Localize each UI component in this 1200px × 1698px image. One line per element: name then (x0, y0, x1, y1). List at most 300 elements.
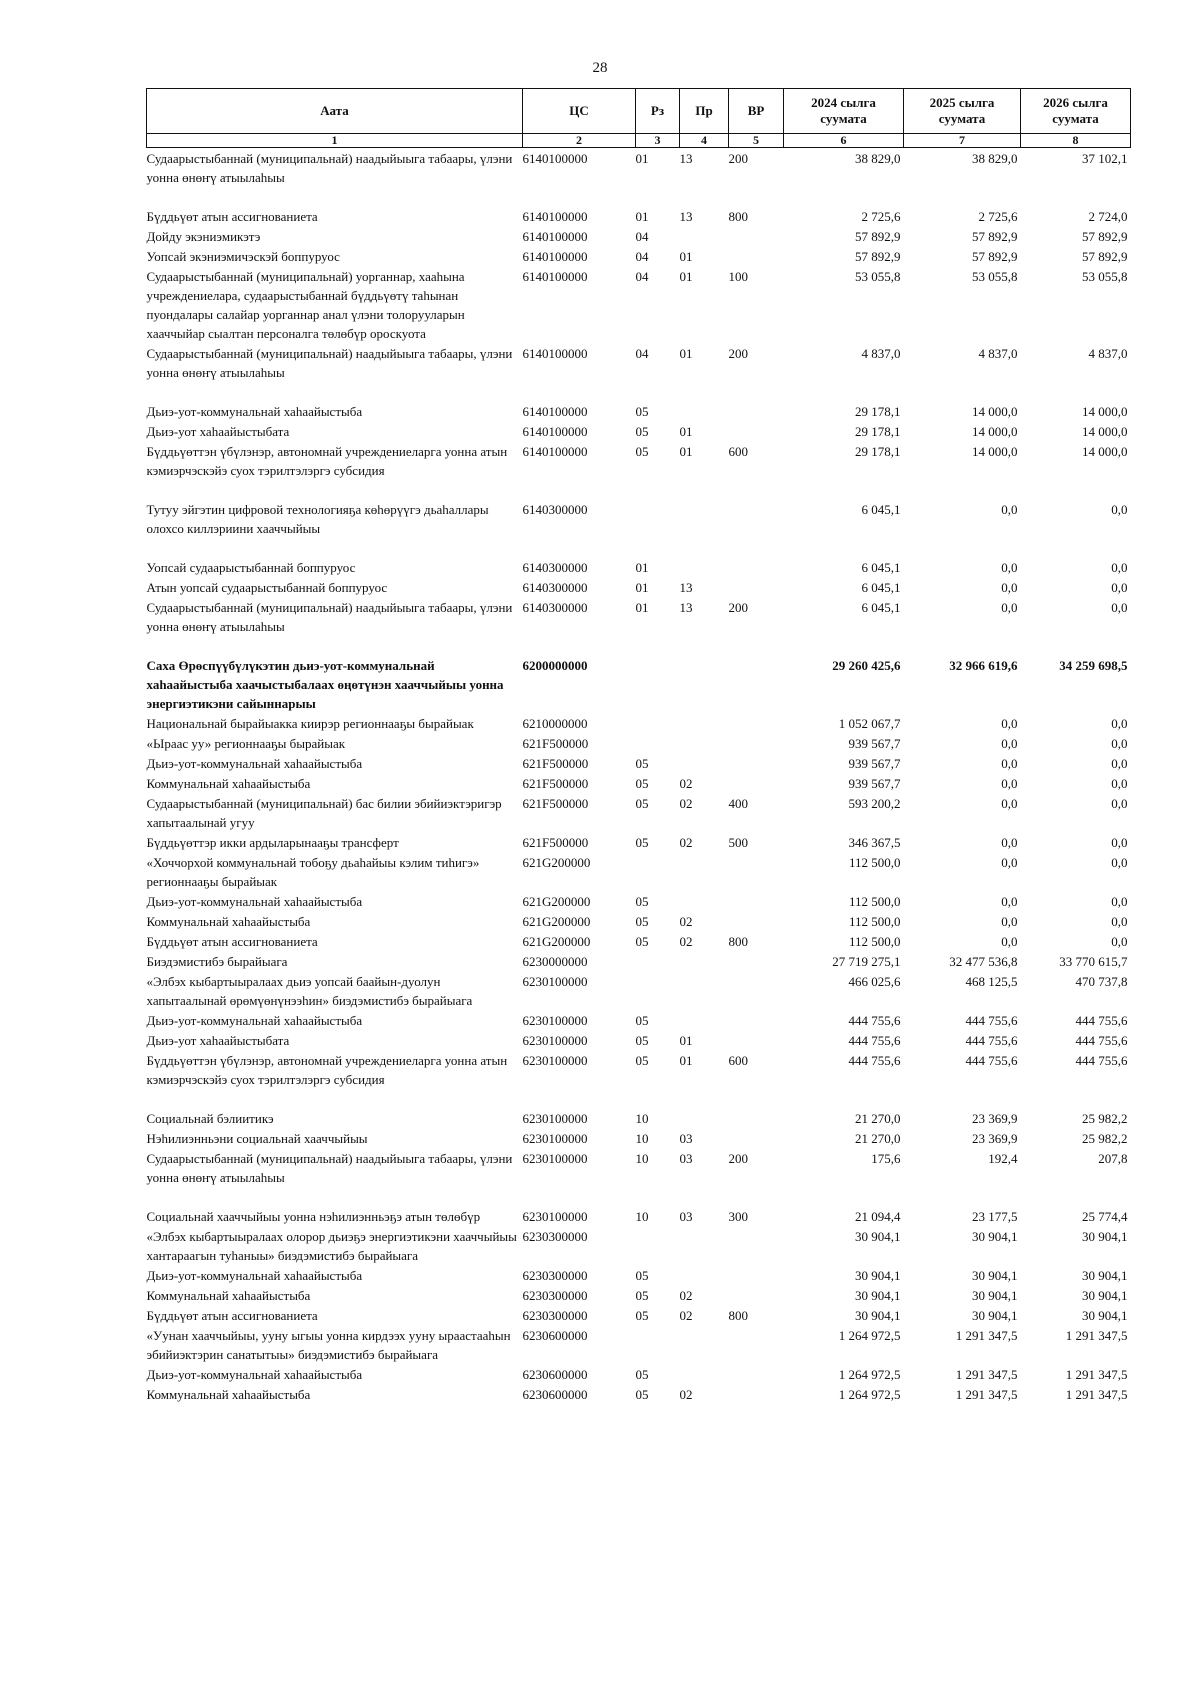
row-amount-2026: 30 904,1 (1082, 1268, 1128, 1283)
table-row (147, 832, 1131, 852)
row-amount-2026: 30 904,1 (1082, 1308, 1128, 1323)
row-amount-2026: 0,0 (1111, 716, 1128, 731)
row-amount-2026: 207,8 (1098, 1151, 1128, 1166)
row-pr (680, 226, 729, 246)
row-pr: 01 (679, 444, 693, 459)
row-amount-2024: 112 500,0 (848, 914, 901, 929)
row-name: Коммунальнай хаһаайыстыба (146, 1288, 311, 1303)
row-rz: 05 (635, 424, 649, 439)
row-vr (729, 1010, 784, 1030)
row-vr (729, 1128, 784, 1148)
row-rz: 01 (635, 151, 649, 166)
row-pr (680, 891, 729, 911)
row-rz: 04 (635, 229, 649, 244)
row-name: Коммунальнай хаһаайыстыба (146, 914, 311, 929)
row-amount-2026: 0,0 (1111, 560, 1128, 575)
row-amount-2026: 25 774,4 (1082, 1209, 1128, 1224)
row-rz (636, 852, 680, 891)
row-rz: 05 (635, 1013, 649, 1028)
row-vr: 500 (728, 835, 748, 850)
row-pr (680, 655, 729, 713)
row-rz: 10 (635, 1131, 649, 1146)
table-row (147, 713, 1131, 733)
row-name: Уопсай экэниэмичэскэй боппуруос (146, 249, 340, 264)
row-name: Дьиэ-уот-коммунальнай хаһаайыстыба (146, 404, 363, 419)
row-amount-2024: 21 270,0 (855, 1111, 901, 1126)
row-cs-code: 621F500000 (522, 756, 589, 771)
row-pr (680, 1325, 729, 1364)
row-cs-code: 6230100000 (522, 1151, 588, 1166)
row-amount-2024: 1 264 972,5 (838, 1367, 901, 1382)
row-amount-2026: 0,0 (1111, 756, 1128, 771)
table-row (147, 597, 1131, 655)
row-pr: 13 (679, 151, 693, 166)
column-number: 7 (904, 134, 1021, 148)
table-row (147, 793, 1131, 832)
row-amount-2025: 1 291 347,5 (955, 1387, 1018, 1402)
page-number: 28 (592, 60, 608, 76)
row-name: Атын уопсай судаарыстыбаннай боппуруос (146, 580, 388, 595)
row-vr: 800 (728, 1308, 748, 1323)
row-name: Бүддьүөттэн үбүлэнэр, автономнай учреждениеларга уонна атын кэмиэрчэскэйэ суох тэрилтэлэргэ субсидия (146, 444, 508, 478)
row-vr (729, 655, 784, 713)
table-row (147, 852, 1131, 891)
row-amount-2024: 6 045,1 (861, 502, 901, 517)
table-row (147, 911, 1131, 931)
row-vr (729, 733, 784, 753)
header-name: Аата (147, 89, 523, 134)
row-vr (729, 971, 784, 1010)
row-name: Судаарыстыбаннай (муниципальнай) наадыйыыга табаары, үлэни уонна өнөҥү атыылаһыы (146, 600, 513, 634)
row-vr (729, 577, 784, 597)
table-row (147, 401, 1131, 421)
column-number: 5 (729, 134, 784, 148)
row-cs-code: 6200000000 (522, 658, 588, 673)
row-cs-code: 6210000000 (522, 716, 588, 731)
row-pr (680, 1265, 729, 1285)
row-name: Биэдэмистибэ бырайыага (146, 954, 288, 969)
row-amount-2026: 444 755,6 (1075, 1013, 1128, 1028)
row-amount-2026: 0,0 (1111, 894, 1128, 909)
row-amount-2026: 30 904,1 (1082, 1288, 1128, 1303)
row-amount-2025: 23 177,5 (972, 1209, 1018, 1224)
row-amount-2025: 30 904,1 (972, 1288, 1018, 1303)
row-vr (729, 951, 784, 971)
row-vr (729, 1108, 784, 1128)
row-amount-2024: 30 904,1 (855, 1229, 901, 1244)
row-name: Социальнай хааччыйыы уонна нэһилиэнньэҕэ атын төлөбүр (146, 1209, 481, 1224)
row-amount-2025: 0,0 (1001, 600, 1018, 615)
row-amount-2024: 29 178,1 (855, 444, 901, 459)
table-row (147, 753, 1131, 773)
row-amount-2025: 14 000,0 (972, 404, 1018, 419)
row-cs-code: 6140100000 (522, 404, 588, 419)
row-amount-2025: 0,0 (1001, 756, 1018, 771)
row-vr (729, 891, 784, 911)
row-amount-2026: 0,0 (1111, 934, 1128, 949)
row-amount-2024: 6 045,1 (861, 580, 901, 595)
row-amount-2024: 1 264 972,5 (838, 1328, 901, 1343)
row-pr: 01 (679, 1053, 693, 1068)
row-pr (680, 401, 729, 421)
row-amount-2025: 0,0 (1001, 796, 1018, 811)
row-rz: 10 (635, 1209, 649, 1224)
table-row (147, 1206, 1131, 1226)
row-vr (729, 401, 784, 421)
row-vr (729, 1226, 784, 1265)
row-amount-2025: 0,0 (1001, 776, 1018, 791)
row-rz: 01 (635, 600, 649, 615)
header-pr: Пр (680, 89, 729, 134)
column-number: 6 (784, 134, 904, 148)
row-cs-code: 6140300000 (522, 580, 588, 595)
row-cs-code: 6230100000 (522, 1013, 588, 1028)
row-amount-2024: 29 260 425,6 (832, 658, 901, 673)
row-rz: 05 (635, 776, 649, 791)
row-pr: 02 (679, 934, 693, 949)
row-amount-2026: 444 755,6 (1075, 1033, 1128, 1048)
row-pr: 02 (679, 796, 693, 811)
row-amount-2025: 0,0 (1001, 502, 1018, 517)
row-name: Бүддьүөт атын ассигнованиета (146, 934, 318, 949)
row-amount-2024: 4 837,0 (861, 346, 901, 361)
row-amount-2026: 0,0 (1111, 796, 1128, 811)
row-amount-2025: 57 892,9 (972, 229, 1018, 244)
table-row (147, 246, 1131, 266)
row-name: Судаарыстыбаннай (муниципальнай) бас билии эбийиэктэригэр хапытаалынай угуу (146, 796, 502, 830)
row-vr: 300 (728, 1209, 748, 1224)
row-amount-2025: 4 837,0 (978, 346, 1018, 361)
row-amount-2025: 444 755,6 (965, 1033, 1018, 1048)
row-amount-2026: 1 291 347,5 (1065, 1328, 1128, 1343)
row-amount-2025: 53 055,8 (972, 269, 1018, 284)
row-amount-2024: 57 892,9 (855, 229, 901, 244)
row-amount-2025: 0,0 (1001, 894, 1018, 909)
row-amount-2026: 14 000,0 (1082, 444, 1128, 459)
row-cs-code: 621F500000 (522, 835, 589, 850)
header-row (147, 89, 1131, 134)
row-name: Дьиэ-уот-коммунальнай хаһаайыстыба (146, 1367, 363, 1382)
row-amount-2025: 0,0 (1001, 835, 1018, 850)
row-amount-2026: 444 755,6 (1075, 1053, 1128, 1068)
row-vr (729, 1325, 784, 1364)
row-pr: 13 (679, 580, 693, 595)
row-name: Коммунальнай хаһаайыстыба (146, 776, 311, 791)
row-amount-2025: 14 000,0 (972, 444, 1018, 459)
row-vr: 600 (728, 444, 748, 459)
row-amount-2025: 192,4 (988, 1151, 1018, 1166)
table-row (147, 577, 1131, 597)
row-amount-2025: 2 725,6 (978, 209, 1018, 224)
row-rz: 05 (635, 404, 649, 419)
row-vr (729, 753, 784, 773)
row-cs-code: 621F500000 (522, 796, 589, 811)
column-number: 8 (1021, 134, 1131, 148)
row-vr: 200 (728, 600, 748, 615)
row-amount-2025: 0,0 (1001, 934, 1018, 949)
row-amount-2025: 57 892,9 (972, 249, 1018, 264)
row-rz: 01 (635, 580, 649, 595)
row-cs-code: 6140100000 (522, 424, 588, 439)
row-pr (680, 1226, 729, 1265)
header-2024: 2024 сылга суумата (784, 89, 904, 134)
table-row (147, 148, 1131, 207)
table-row (147, 1108, 1131, 1128)
row-pr: 02 (679, 1387, 693, 1402)
table-row (147, 733, 1131, 753)
row-vr (729, 1384, 784, 1404)
row-amount-2024: 939 567,7 (848, 756, 901, 771)
row-pr: 02 (679, 914, 693, 929)
row-rz: 05 (635, 934, 649, 949)
row-amount-2024: 939 567,7 (848, 776, 901, 791)
row-pr: 02 (679, 835, 693, 850)
row-vr: 400 (728, 796, 748, 811)
table-row (147, 655, 1131, 713)
row-amount-2026: 0,0 (1111, 776, 1128, 791)
row-pr (680, 1010, 729, 1030)
row-rz: 05 (635, 796, 649, 811)
row-cs-code: 6140100000 (522, 249, 588, 264)
row-amount-2025: 444 755,6 (965, 1013, 1018, 1028)
row-cs-code: 6140300000 (522, 502, 588, 517)
row-amount-2026: 37 102,1 (1082, 151, 1128, 166)
row-amount-2026: 470 737,8 (1075, 974, 1128, 989)
row-rz (636, 951, 680, 971)
row-pr: 01 (679, 1033, 693, 1048)
row-amount-2025: 38 829,0 (972, 151, 1018, 166)
row-cs-code: 621G200000 (522, 934, 591, 949)
row-amount-2026: 0,0 (1111, 736, 1128, 751)
row-name: Дьиэ-уот хаһаайыстыбата (146, 1033, 290, 1048)
row-amount-2026: 2 724,0 (1088, 209, 1128, 224)
row-cs-code: 6140100000 (522, 229, 588, 244)
row-vr (729, 1285, 784, 1305)
row-amount-2024: 38 829,0 (855, 151, 901, 166)
table-row (147, 1148, 1131, 1206)
row-rz: 10 (635, 1151, 649, 1166)
table-row (147, 1265, 1131, 1285)
table-row (147, 1364, 1131, 1384)
row-pr: 01 (679, 269, 693, 284)
row-vr (729, 421, 784, 441)
row-vr (729, 852, 784, 891)
header-2025: 2025 сылга суумата (904, 89, 1021, 134)
row-amount-2026: 25 982,2 (1082, 1131, 1128, 1146)
row-vr (729, 1265, 784, 1285)
table-row (147, 773, 1131, 793)
row-amount-2026: 14 000,0 (1082, 424, 1128, 439)
row-vr (729, 713, 784, 733)
table-row (147, 1050, 1131, 1108)
row-amount-2024: 1 264 972,5 (838, 1387, 901, 1402)
row-vr (729, 226, 784, 246)
row-amount-2024: 1 052 067,7 (838, 716, 901, 731)
row-rz (636, 499, 680, 557)
row-name: Судаарыстыбаннай (муниципальнай) уорганнар, хааһына учреждениелара, судаарыстыбаннай бүддьүөтү таһынан пуондалары салайар уорганнар анал үлэни толорууларын хааччыйар сыалтан персоналга төлөбүр ороскуота (146, 269, 465, 341)
row-pr: 03 (679, 1209, 693, 1224)
table-row (147, 441, 1131, 499)
table-row (147, 266, 1131, 343)
row-name: «Ыраас уу» регионнааҕы бырайыак (146, 736, 346, 751)
row-cs-code: 6230100000 (522, 1111, 588, 1126)
row-vr (729, 773, 784, 793)
row-amount-2026: 1 291 347,5 (1065, 1367, 1128, 1382)
row-name: Дойду экэниэмикэтэ (146, 229, 261, 244)
row-pr (680, 733, 729, 753)
row-pr (680, 753, 729, 773)
row-cs-code: 6230000000 (522, 954, 588, 969)
row-amount-2024: 29 178,1 (855, 424, 901, 439)
table-row (147, 1226, 1131, 1265)
header-2026: 2026 сылга суумата (1021, 89, 1131, 134)
table-row (147, 1305, 1131, 1325)
row-amount-2024: 53 055,8 (855, 269, 901, 284)
table-row (147, 971, 1131, 1010)
row-rz: 05 (635, 1367, 649, 1382)
table-row (147, 891, 1131, 911)
row-rz (636, 1226, 680, 1265)
row-pr: 01 (679, 346, 693, 361)
row-amount-2024: 444 755,6 (848, 1033, 901, 1048)
row-amount-2024: 21 270,0 (855, 1131, 901, 1146)
row-amount-2026: 53 055,8 (1082, 269, 1128, 284)
row-amount-2024: 444 755,6 (848, 1013, 901, 1028)
row-pr: 13 (679, 600, 693, 615)
table-row (147, 1325, 1131, 1364)
column-number: 2 (523, 134, 636, 148)
row-vr: 200 (728, 1151, 748, 1166)
row-rz: 04 (635, 346, 649, 361)
row-pr: 01 (679, 249, 693, 264)
row-amount-2024: 466 025,6 (848, 974, 901, 989)
row-cs-code: 621F500000 (522, 736, 589, 751)
row-amount-2026: 4 837,0 (1088, 346, 1128, 361)
row-pr (680, 1108, 729, 1128)
row-name: Бүддьүөттэн үбүлэнэр, автономнай учреждениеларга уонна атын кэмиэрчэскэйэ суох тэрилтэлэргэ субсидия (146, 1053, 508, 1087)
row-pr: 03 (679, 1131, 693, 1146)
row-amount-2024: 175,6 (871, 1151, 901, 1166)
row-pr: 01 (679, 424, 693, 439)
row-amount-2026: 57 892,9 (1082, 229, 1128, 244)
row-name: Дьиэ-уот-коммунальнай хаһаайыстыба (146, 756, 363, 771)
header-vr: ВР (729, 89, 784, 134)
row-cs-code: 621G200000 (522, 894, 591, 909)
row-rz: 01 (635, 560, 649, 575)
row-rz: 05 (635, 1387, 649, 1402)
row-name: Судаарыстыбаннай (муниципальнай) наадыйыыга табаары, үлэни уонна өнөҥү атыылаһыы (146, 151, 513, 185)
table-row (147, 1384, 1131, 1404)
row-vr (729, 911, 784, 931)
row-amount-2025: 14 000,0 (972, 424, 1018, 439)
row-amount-2024: 2 725,6 (861, 209, 901, 224)
row-vr (729, 246, 784, 266)
row-cs-code: 6230100000 (522, 1131, 588, 1146)
row-name: «Хоччорхой коммунальнай тобоҕу дьаһайыы кэлим тиһигэ» регионнааҕы бырайыак (146, 855, 480, 889)
row-amount-2025: 1 291 347,5 (955, 1367, 1018, 1382)
row-amount-2025: 1 291 347,5 (955, 1328, 1018, 1343)
row-amount-2024: 30 904,1 (855, 1268, 901, 1283)
row-vr: 200 (728, 151, 748, 166)
row-amount-2024: 57 892,9 (855, 249, 901, 264)
row-amount-2025: 23 369,9 (972, 1111, 1018, 1126)
table-row (147, 951, 1131, 971)
row-vr: 100 (728, 269, 748, 284)
row-amount-2026: 0,0 (1111, 855, 1128, 870)
table-row (147, 1010, 1131, 1030)
row-name: Дьиэ-уот-коммунальнай хаһаайыстыба (146, 1013, 363, 1028)
row-amount-2025: 30 904,1 (972, 1308, 1018, 1323)
row-amount-2025: 32 477 536,8 (949, 954, 1018, 969)
row-amount-2025: 444 755,6 (965, 1053, 1018, 1068)
row-vr (729, 557, 784, 577)
column-number: 3 (636, 134, 680, 148)
row-rz (636, 971, 680, 1010)
row-name: Судаарыстыбаннай (муниципальнай) наадыйыыга табаары, үлэни уонна өнөҥү атыылаһыы (146, 346, 513, 380)
row-amount-2025: 32 966 619,6 (949, 658, 1018, 673)
row-rz: 05 (635, 1053, 649, 1068)
header-rz: Рз (636, 89, 680, 134)
row-name: Дьиэ-уот-коммунальнай хаһаайыстыба (146, 894, 363, 909)
table-row (147, 343, 1131, 401)
column-number: 4 (680, 134, 729, 148)
row-amount-2024: 6 045,1 (861, 560, 901, 575)
row-cs-code: 6230300000 (522, 1268, 588, 1283)
row-name: Дьиэ-уот-коммунальнай хаһаайыстыба (146, 1268, 363, 1283)
row-cs-code: 621F500000 (522, 776, 589, 791)
row-amount-2025: 0,0 (1001, 855, 1018, 870)
header-cs: ЦС (523, 89, 636, 134)
row-name: Национальнай бырайыакка киирэр регионнааҕы бырайыак (146, 716, 474, 731)
row-name: Судаарыстыбаннай (муниципальнай) наадыйыыга табаары, үлэни уонна өнөҥү атыылаһыы (146, 1151, 513, 1185)
row-amount-2024: 29 178,1 (855, 404, 901, 419)
row-cs-code: 6230300000 (522, 1308, 588, 1323)
table-row (147, 206, 1131, 226)
column-number: 1 (147, 134, 523, 148)
row-amount-2026: 57 892,9 (1082, 249, 1128, 264)
row-cs-code: 6230100000 (522, 1209, 588, 1224)
row-pr: 03 (679, 1151, 693, 1166)
row-cs-code: 621G200000 (522, 855, 591, 870)
row-vr: 800 (728, 209, 748, 224)
table-row (147, 557, 1131, 577)
row-cs-code: 6140100000 (522, 346, 588, 361)
row-amount-2024: 112 500,0 (848, 855, 901, 870)
row-pr (680, 499, 729, 557)
table-row (147, 1285, 1131, 1305)
row-name: «Элбэх кыбартыыралаах дьиэ уопсай баайын-дуолун хапытаалынай өрөмүөнүнээһин» биэдэмистибэ бырайыага (146, 974, 473, 1008)
row-amount-2024: 593 200,2 (848, 796, 901, 811)
row-cs-code: 6230100000 (522, 1053, 588, 1068)
row-name: «Элбэх кыбартыыралаах олорор дьиэҕэ энергиэтикэни хааччыйыы хантараагын туһаныы» биэдэмистибэ бырайыага (146, 1229, 517, 1263)
row-pr: 13 (679, 209, 693, 224)
row-amount-2025: 0,0 (1001, 914, 1018, 929)
row-rz: 04 (635, 269, 649, 284)
row-cs-code: 6140300000 (522, 560, 588, 575)
row-vr (729, 1030, 784, 1050)
row-cs-code: 6140100000 (522, 444, 588, 459)
row-cs-code: 6140100000 (522, 151, 588, 166)
row-rz: 05 (635, 444, 649, 459)
row-amount-2024: 30 904,1 (855, 1308, 901, 1323)
row-rz (636, 655, 680, 713)
row-amount-2025: 0,0 (1001, 580, 1018, 595)
column-number-row (147, 134, 1131, 148)
row-cs-code: 6230100000 (522, 1033, 588, 1048)
row-pr (680, 971, 729, 1010)
row-amount-2024: 21 094,4 (855, 1209, 901, 1224)
row-amount-2026: 1 291 347,5 (1065, 1387, 1128, 1402)
